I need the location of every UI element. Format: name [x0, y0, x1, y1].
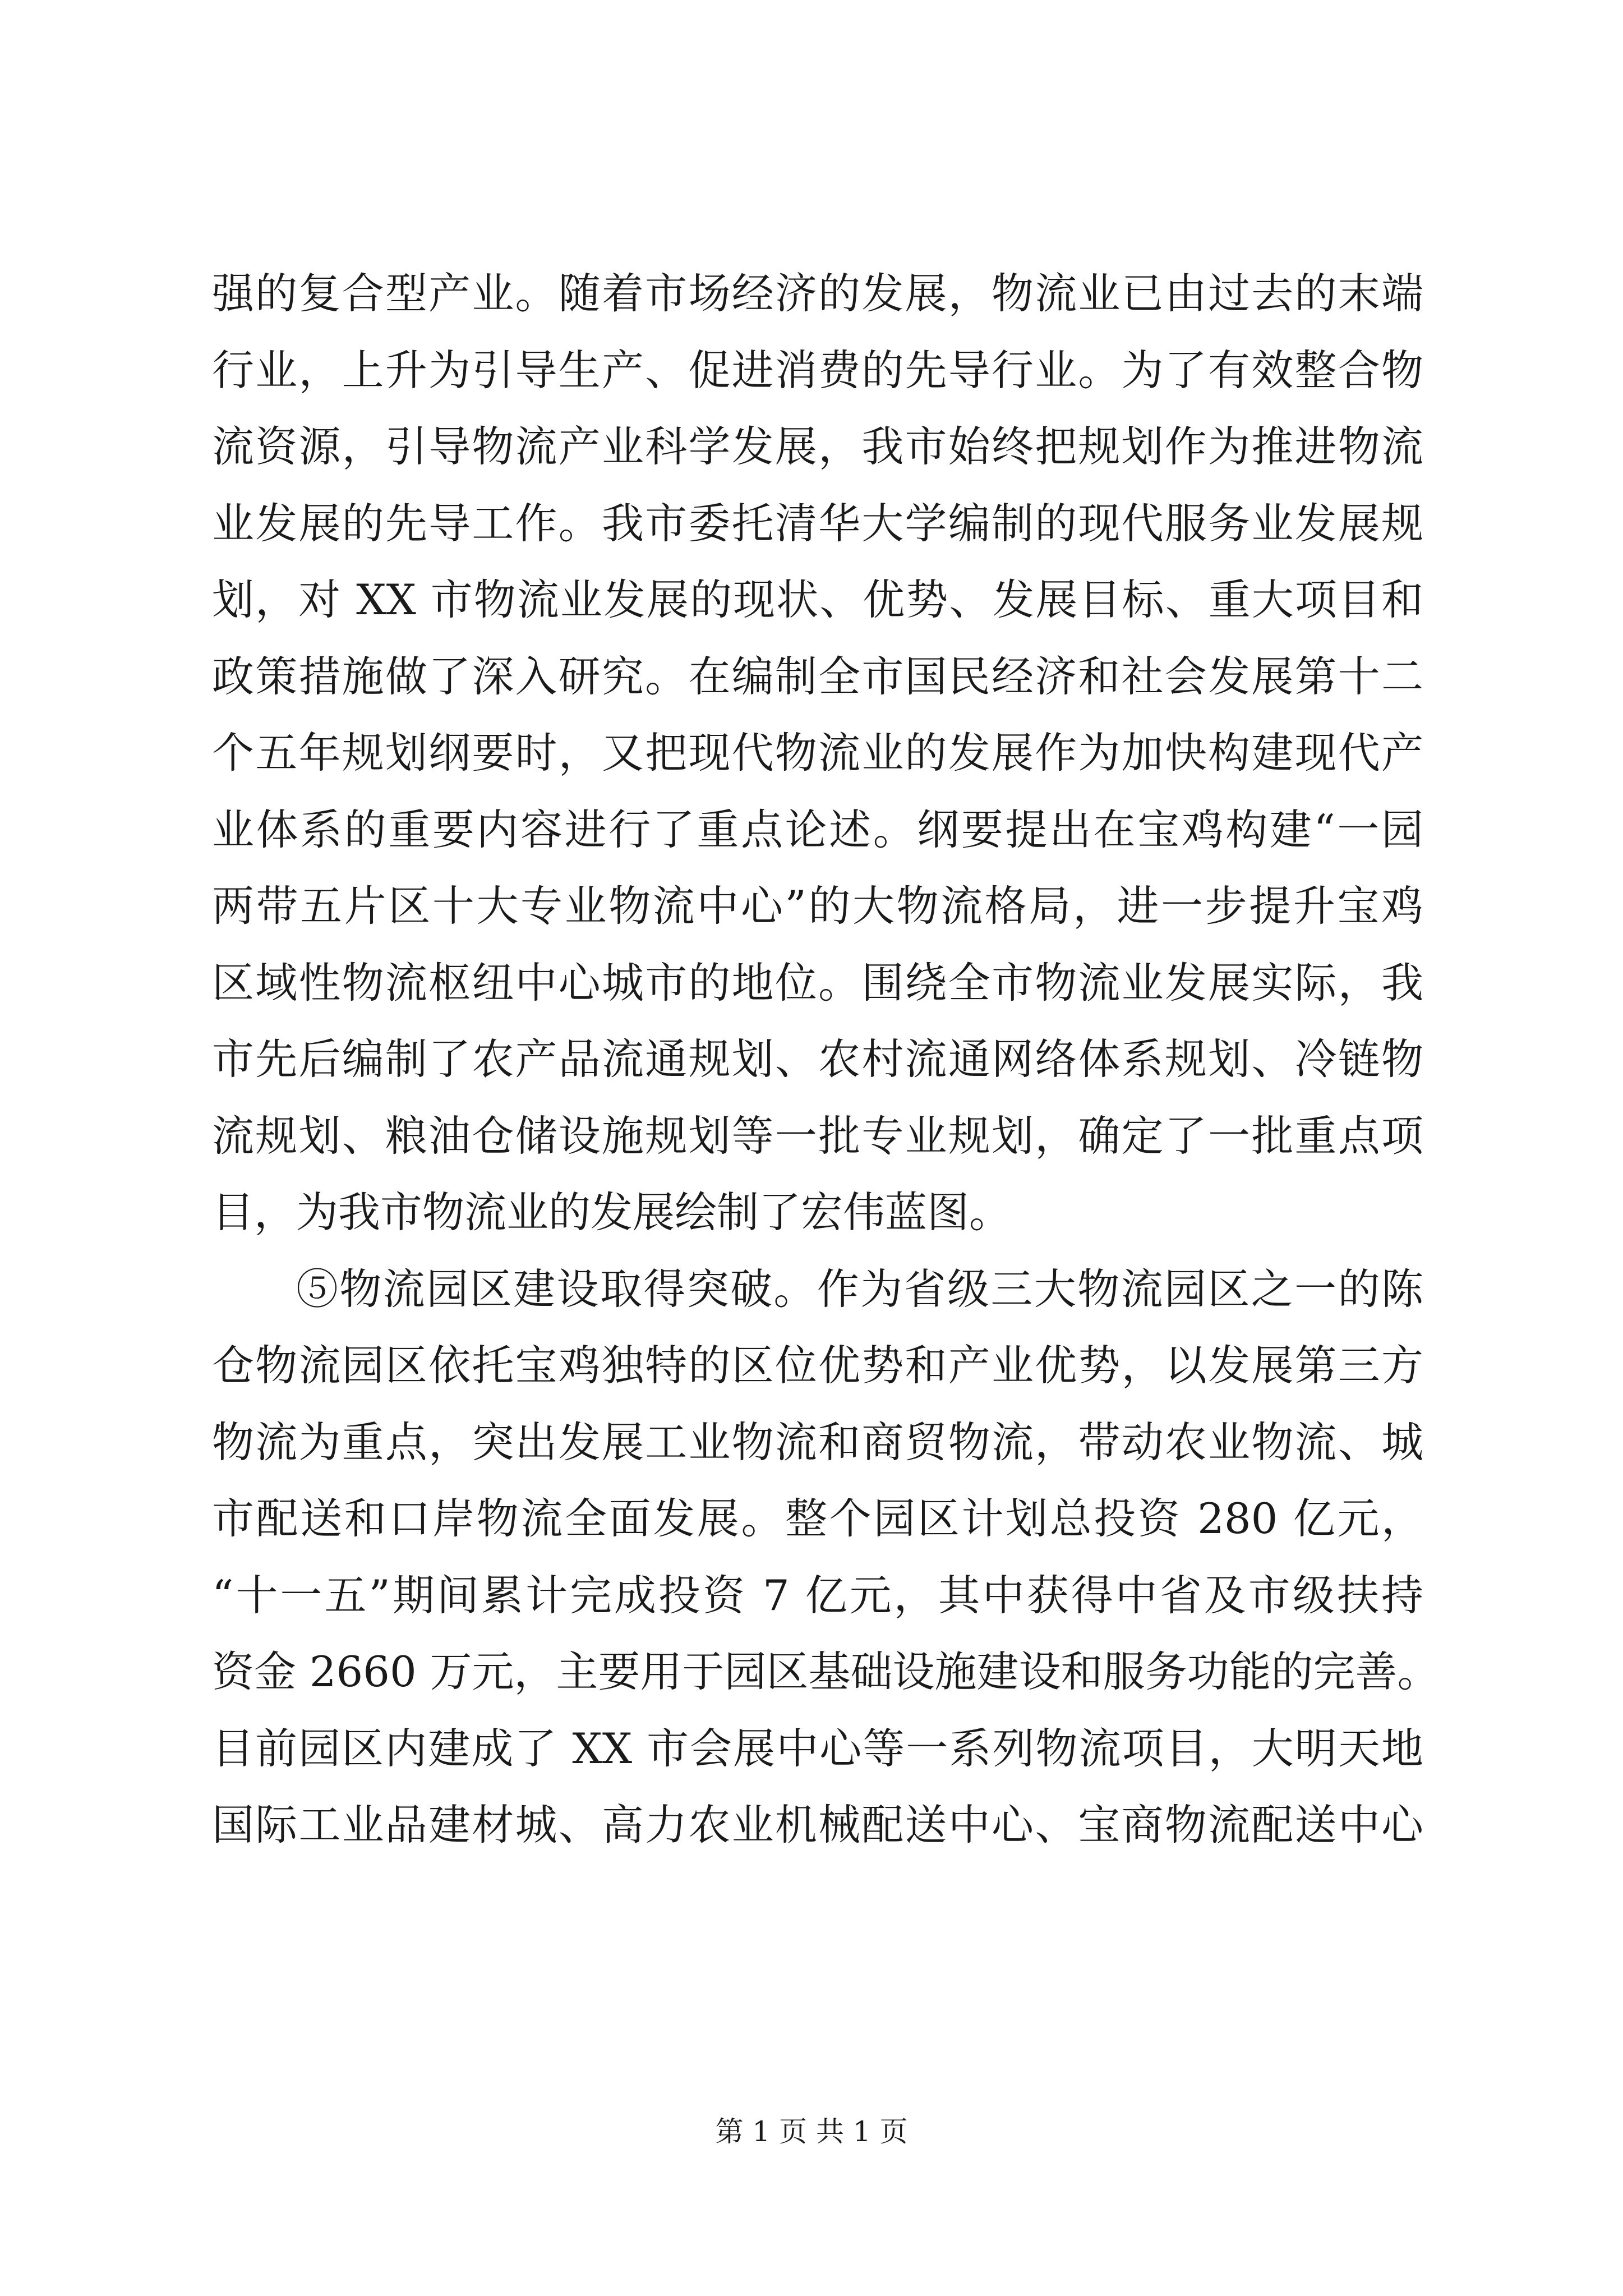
text-line: 个五年规划纲要时，又把现代物流业的发展作为加快构建现代产 — [212, 728, 1423, 777]
text-line: “十一五”期间累计完成投资 7 亿元，其中获得中省及市级扶持 — [212, 1570, 1423, 1620]
text-line: 政策措施做了深入研究。在编制全市国民经济和社会发展第十二 — [212, 651, 1423, 701]
text-line: 行业，上升为引导生产、促进消费的先导行业。为了有效整合物 — [212, 345, 1423, 395]
text-line: 业体系的重要内容进行了重点论述。纲要提出在宝鸡构建“一园 — [212, 804, 1423, 854]
text-line: 流规划、粮油仓储设施规划等一批专业规划，确定了一批重点项 — [212, 1111, 1423, 1161]
text-line: 区域性物流枢纽中心城市的地位。围绕全市物流业发展实际，我 — [212, 958, 1423, 1007]
text-line: 划，对 XX 市物流业发展的现状、优势、发展目标、重大项目和 — [212, 575, 1423, 624]
text-line: 资金 2660 万元，主要用于园区基础设施建设和服务功能的完善。 — [212, 1647, 1440, 1696]
text-line: 业发展的先导工作。我市委托清华大学编制的现代服务业发展规 — [212, 498, 1423, 548]
text-line: 市配送和口岸物流全面发展。整个园区计划总投资 280 亿元， — [212, 1494, 1423, 1543]
text-line: 仓物流园区依托宝鸡独特的区位优势和产业优势，以发展第三方 — [212, 1341, 1423, 1390]
body-text — [212, 255, 1440, 1864]
text-line: 强的复合型产业。随着市场经济的发展，物流业已由过去的末端 — [212, 269, 1423, 318]
text-line: 国际工业品建材城、高力农业机械配送中心、宝商物流配送中心 — [212, 1800, 1423, 1849]
text-line: 目前园区内建成了 XX 市会展中心等一系列物流项目，大明天地 — [212, 1723, 1423, 1773]
page-footer: 第 1 页 共 1 页 — [715, 2115, 908, 2148]
text-line: 物流为重点，突出发展工业物流和商贸物流，带动农业物流、城 — [212, 1417, 1423, 1467]
text-line: 目，为我市物流业的发展绘制了宏伟蓝图。 — [212, 1188, 1012, 1237]
text-line: 市先后编制了农产品流通规划、农村流通网络体系规划、冷链物 — [212, 1034, 1423, 1084]
text-line: ⑤物流园区建设取得突破。作为省级三大物流园区之一的陈 — [296, 1264, 1423, 1314]
text-line: 两带五片区十大专业物流中心”的大物流格局，进一步提升宝鸡 — [212, 881, 1423, 931]
text-line: 流资源，引导物流产业科学发展，我市始终把规划作为推进物流 — [212, 422, 1423, 471]
